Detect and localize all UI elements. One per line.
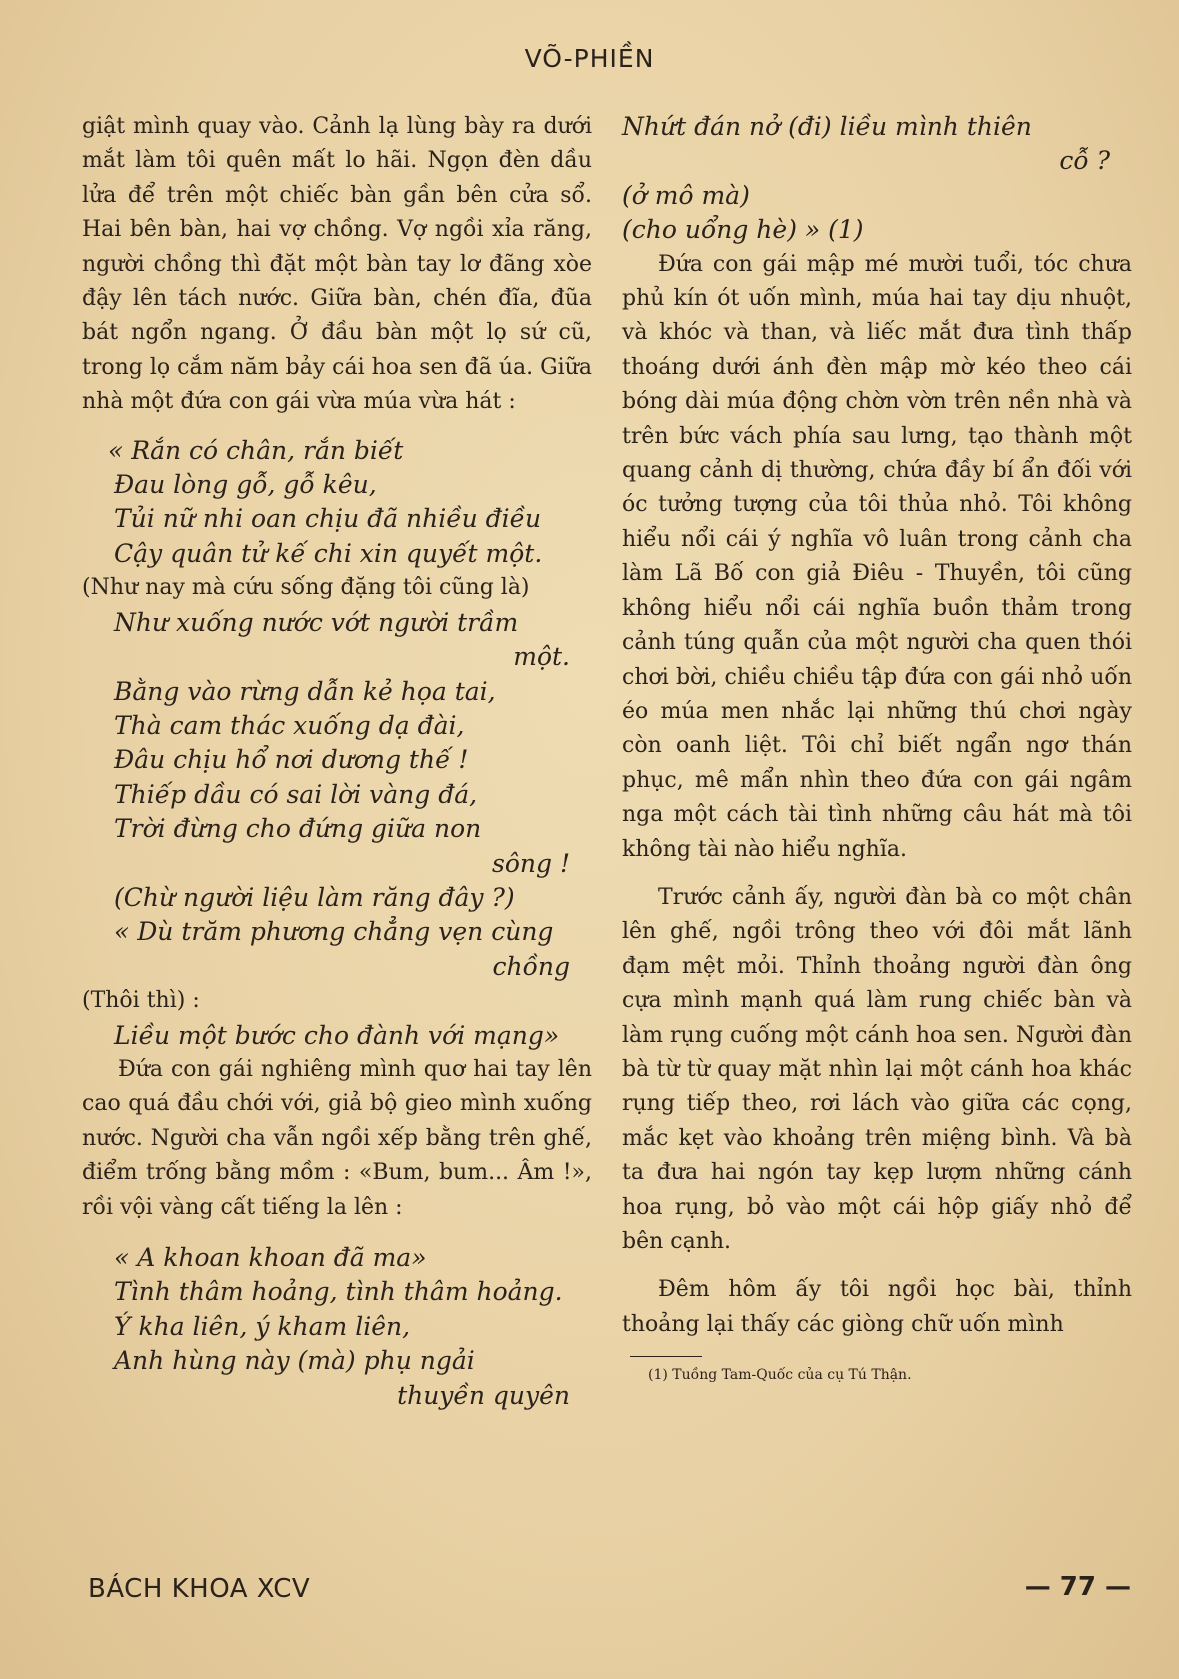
paragraph: Đêm hôm ấy tôi ngồi học bài, thỉnh thoảng lại thấy các giòng chữ uốn mình [622,1277,1132,1337]
spacer [622,1259,1132,1273]
verse-line: Liều một bước cho đành với mạng» [114,1020,560,1050]
paragraph: Trước cảnh ấy, người đàn bà co một chân lên ghế, ngồi trông theo với đôi mắt lãnh đạm mệt mỏi. Thỉnh thoảng người đàn ông cựa mình mạnh quá làm rung chiếc bàn và làm rụng cuống một cánh hoa sen. Người đàn bà từ từ quay mặt nhìn lại một cánh hoa khác rụng tiếp theo, rơi lách vào giữa các cọng, mắc kẹt vào khoảng trên miệng bình. Và bà ta đưa hai ngón tay kẹp lượm những cánh hoa rụng, bỏ vào một cái hộp giấy nhỏ để bên cạnh. [622,884,1132,1254]
journal-name: BÁCH KHOA XCV [88,1574,311,1604]
right-column [622,110,1132,1385]
verse-line: Cậy quân tử kế chi xin quyết một. [114,538,543,568]
verse-line: Tình thâm hoảng, tình thâm hoảng. [114,1277,563,1307]
spacer [622,867,1132,881]
paragraph: giật mình quay vào. Cảnh lạ lùng bày ra dưới mắt làm tôi quên mất lo hãi. Ngọn đèn dầu lửa để trên một chiếc bàn gần bên cửa sổ. Hai bên bàn, hai vợ chồng. Vợ ngồi xỉa răng, người chồng thì đặt một bàn tay lơ đãng xòe đậy lên tách nước. Giữa bàn, chén đĩa, đũa bát ngổn ngang. Ở đầu bàn một lọ sứ cũ, trong lọ cắm năm bảy cái hoa sen đã úa. Giữa nhà một đứa con gái vừa múa vừa hát : [82,114,592,415]
footnote: (1) Tuồng Tam-Quốc của cụ Tú Thận. [648,1367,912,1384]
verse-line: (Chừ người liệu làm răng đây ?) [114,882,515,912]
verse-line: « Rắn có chân, rắn biết [108,435,404,465]
verse-line: một. [513,642,570,672]
verse-line: thuyền quyên [397,1380,570,1410]
paragraph: (Như nay mà cứu sống đặng tôi cũng là) [82,575,530,601]
verse-line: cỗ ? [1059,146,1110,176]
verse-line: Nhứt đán nở (đi) liều mình thiên [622,112,1032,141]
verse-line: Bằng vào rừng dẫn kẻ họa tai, [114,676,496,706]
verse-line: Đau lòng gỗ, gỗ kêu, [114,470,377,500]
verse-line: sông ! [492,848,570,878]
verse-line: Ý kha liên, ý kham liên, [114,1311,411,1341]
spacer [82,420,592,434]
page-number: — 77 — [1024,1572,1131,1602]
verse-line: Trời đừng cho đứng giữa non [114,814,482,844]
verse-line: Anh hùng này (mà) phụ ngải [114,1346,475,1376]
verse-line: Tủi nữ nhi oan chịu đã nhiều điều [114,504,542,534]
verse-line: chồng [492,951,570,981]
page-header: VÕ-PHIỀN [524,44,655,73]
verse-line: (cho uổng hè) » (1) [622,215,864,245]
verse-line: Thà cam thác xuống dạ đài, [114,710,465,740]
verse-line: « Dù trăm phương chẳng vẹn cùng [114,917,554,947]
paragraph: Đứa con gái nghiêng mình quơ hai tay lên cao quá đầu chới với, giả bộ gieo mình xuống nước. Người cha vẫn ngồi xếp bằng trên ghế, điểm trống bằng mồm : «Bum, bum... Âm !», rồi vội vàng cất tiếng la lên : [82,1056,592,1220]
verse-line: Thiếp dầu có sai lời vàng đá, [114,779,478,809]
paragraph: Đứa con gái mập mé mười tuổi, tóc chưa phủ kín ót uốn mình, múa hai tay dịu nhuột, và khóc và than, và liếc mắt đưa tình thấp thoáng dưới ánh đèn mập mờ kéo theo cái bóng dài múa động chờn vờn trên nền nhà và trên bức vách phía sau lưng, tạo thành một quang cảnh dị thường, chứa đầy bí ẩn đối với óc tưởng tượng của tôi thủa nhỏ. Tôi không hiểu nổi cái ý nghĩa vô luân trong cảnh cha làm Lã Bố con giả Điêu - Thuyền, tôi cũng không hiểu nổi cái nghĩa buồn thảm trong cảnh túng quẫn của một người cha quen thói chơi bời, chiều chiều tập đứa con gái nhỏ uốn éo múa men nhắc lại những thú chơi ngày còn oanh liệt. Tôi chỉ biết ngẩn ngơ thán phục, mê mẩn nhìn theo đứa con gái ngâm nga một cách tài tình những câu hát mà tôi không tài nào hiểu nghĩa. [622,251,1132,862]
footnote-rule [630,1356,702,1357]
verse-line: Đâu chịu hổ nơi dương thế ! [114,745,469,775]
verse-line: (ở mô mà) [622,180,750,210]
verse-line: Như xuống nước vớt người trầm [114,607,519,637]
left-column [82,110,592,1413]
verse-line: « A khoan khoan đã ma» [114,1243,427,1272]
paragraph: (Thôi thì) : [82,988,200,1014]
spacer [82,1225,592,1241]
